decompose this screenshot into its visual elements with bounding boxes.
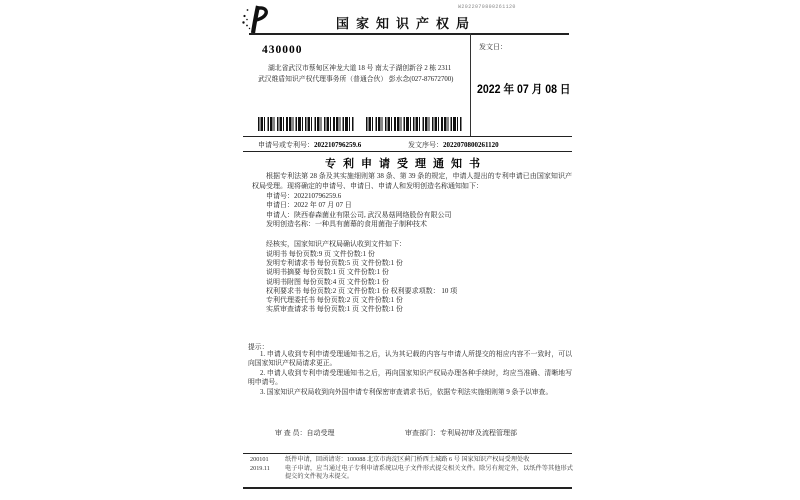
- field-filing-date: 申请日：2022 年 07 月 07 日: [266, 201, 352, 210]
- field-applicants: 申请人：陕西春森菌业有限公司, 武汉易菇网络股份有限公司: [266, 210, 452, 219]
- recipient-postcode: 430000: [262, 44, 303, 56]
- recipient-agency: 武汉维盾知识产权代理事务所（普通合伙） 彭水念(027-87672700): [258, 75, 454, 83]
- intro-paragraph: 根据专利法第 28 条及其实施细则第 38 条、第 39 条的规定，申请人提出的专利申请已由国家知识产权局受理。现将确定的申请号、申请日、申请人和发明创造名称通知如下：: [252, 172, 572, 190]
- footer-form-codes: [250, 456, 270, 473]
- footer-instruction-paper: 纸件申请，回函请寄：100088 北京市海淀区蓟门桥西土城路 6 号 国家知识产权局受理处收: [285, 456, 530, 463]
- received-item: 专利代理委托书 每份页数:2 页 文件份数:1 份: [266, 296, 403, 305]
- department-value: 专利局初审及流程管理部: [440, 429, 517, 437]
- note-item: 2. 申请人收到专利申请受理通知书之后，再向国家知识产权局办理各种手续时，均应当准确、清晰地写明申请号。: [248, 369, 572, 387]
- examiner-value: 自动受理: [306, 429, 335, 437]
- received-documents-heading: 经核实，国家知识产权局确认收到文件如下：: [266, 240, 406, 248]
- footer-form-code: 2019.11: [250, 464, 270, 472]
- application-number-label: 申请号或专利号：: [258, 141, 314, 149]
- department-label: 审查部门：: [405, 429, 440, 437]
- received-documents-list: [266, 250, 457, 314]
- serial-number-row: [408, 140, 499, 150]
- received-item: 说明书 每份页数:9 页 文件份数:1 份: [266, 250, 375, 258]
- footer-divider-top: [243, 453, 572, 454]
- footer-instructions: [285, 456, 573, 482]
- notes-list: [248, 350, 572, 397]
- received-item: 说明书摘要 每份页数:1 页 文件份数:1 份: [266, 268, 389, 277]
- issue-date-label: 发文日：: [479, 43, 507, 51]
- note-item: 1. 申请人收到专利申请受理通知书之后，认为其记载的内容与申请人所提交的相应内容不一致时，可以向国家知识产权局请求更正。: [248, 351, 572, 368]
- application-number-row: [258, 140, 361, 150]
- print-micro-code: W2022070800261120: [458, 4, 516, 10]
- footer-divider-bottom: [243, 487, 572, 489]
- application-number-value: 202210796259.6: [314, 141, 362, 149]
- received-item: 实质审查请求书 每份页数:1 页 文件份数:1 份: [266, 305, 403, 314]
- serial-number-value: 2022070800261120: [443, 141, 499, 149]
- serial-number-label: 发文序号：: [408, 141, 443, 149]
- field-invention-title: 发明创造名称：一种具有菌幕的食用菌孢子制种技术: [266, 220, 427, 229]
- notes-heading: 提示：: [248, 344, 269, 351]
- field-application-number: 申请号：202210796259.6: [266, 192, 342, 200]
- received-item: 发明专利请求书 每份页数:5 页 文件份数:1 份: [266, 259, 403, 268]
- date-box-divider: [470, 33, 471, 137]
- received-item: 权利要求书 每份页数:2 页 文件份数:1 份 权利要求项数： 10 项: [266, 286, 458, 295]
- divider: [243, 136, 572, 137]
- footer-form-code: 200101: [250, 456, 269, 463]
- examiner-label: 审 查 员：: [275, 429, 307, 437]
- office-name: 国家知识产权局: [335, 16, 476, 31]
- serial-number-barcode: [366, 117, 462, 131]
- note-item: 3. 国家知识产权局收到向外国申请专利保密审查请求书后，依据专利法实施细则第 9 条予以审查。: [260, 388, 553, 396]
- issue-date-value: 2022 年 07 月 08 日: [477, 84, 571, 96]
- recipient-address: 湖北省武汉市蔡甸区神龙大道 18 号 南太子湖创新谷 2 栋 2311: [268, 65, 452, 72]
- received-item: 说明书附图 每份页数:4 页 文件份数:1 份: [266, 277, 389, 286]
- application-number-barcode: [258, 117, 354, 131]
- header-divider: [249, 33, 569, 35]
- footer-instruction-electronic: 电子申请，应当通过电子专利申请系统以电子文件形式提交相关文件。除另有规定外，以纸件等其他形式提交的文件视为未提交。: [285, 464, 573, 481]
- document-title: 专利申请受理通知书: [325, 158, 487, 170]
- application-fields: [266, 192, 452, 230]
- divider: [243, 151, 572, 152]
- examiner-row: [275, 428, 517, 438]
